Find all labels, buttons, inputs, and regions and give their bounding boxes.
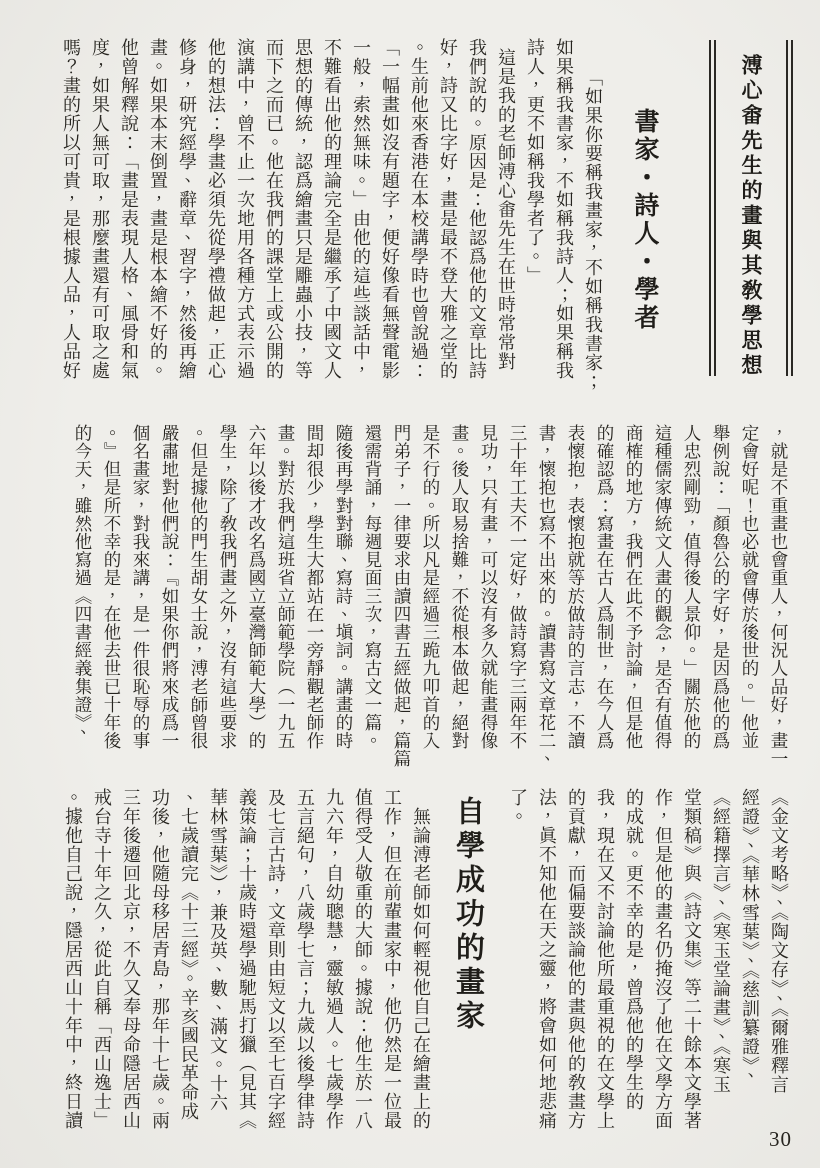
text-column: 。』但是所不幸的是，在他去世已十年後 (102, 424, 122, 750)
text-column: 他的想法：學畫必須先從學禮做起，正心 (206, 38, 226, 380)
text-column: 及七言古詩，文章則由短文以至七百字經 (266, 788, 286, 1130)
text-column: 表懷抱，表懷抱就等於做詩的言志，不讀 (566, 424, 586, 750)
text-column: 詩人，更不如稱我學者了。」 (525, 38, 545, 285)
text-column: 工作，但在前輩畫家中，他仍然是一位最 (382, 788, 402, 1130)
text-column: 間却很少，學生大都站在一旁靜觀老師作 (305, 424, 325, 750)
text-column: 演講中，曾不止一次地用各種方式表示過 (235, 38, 255, 380)
text-column: 我們說的。原因是：他認爲他的文章比詩 (467, 38, 487, 380)
text-column: 還需背誦，每週見面三次，寫古文一篇。 (363, 424, 383, 750)
text-column: 學生，除了敎我們畫之外，沒有這些要求 (218, 424, 238, 750)
text-column: 「如果你要稱我畫家，不如稱我書家； (583, 68, 603, 391)
text-column: 華林雪葉》），兼及英、數、滿文。十六 (208, 788, 228, 1112)
text-column: 作，但是他的畫名仍掩沒了他在文學方面 (653, 788, 673, 1130)
text-band-middle (58, 424, 793, 778)
double-rule-left (709, 40, 716, 376)
text-column: 五言絕句，八歲學七言；九歲以後學律詩 (295, 788, 315, 1130)
text-column: 法，眞不知他在天之靈，將會如何地悲痛 (537, 788, 557, 1130)
text-column: 功後，他隨母移居青島，那年十七歲。兩 (150, 788, 170, 1130)
text-column: 嗎？畫的所以可貴，是根據人品，人品好 (61, 38, 81, 380)
text-column: 他曾解釋說：「畫是表現人格、風骨和氣 (119, 38, 139, 380)
text-column: 好，詩又比字好，畫是最不登大雅之堂的 (438, 38, 458, 380)
text-column: 門弟子，一律要求由讀四書五經做起，篇篇 (392, 424, 412, 768)
text-column: 我，現在又不討論他所最重視的在文學上 (595, 788, 615, 1130)
text-column: 堂類稿》與《詩文集》等二十餘本文學著 (682, 788, 702, 1130)
text-column: 。生前他來香港在本校講學時也曾說過： (409, 38, 429, 380)
text-column: 畫。對於我們這班省立師範學院（一九五 (276, 424, 296, 750)
text-column: 思想的傳統，認爲繪畫只是雕蟲小技，等 (293, 38, 313, 380)
text-column: 舉例說：「顏魯公的字好，是因爲他的爲 (711, 424, 731, 750)
text-column: 畫。後人取易捨難，不從根本做起，絕對 (450, 424, 470, 750)
text-column: 經證》、《華林雪葉》、《慈訓纂證》、 (740, 788, 760, 1085)
section-heading-calligrapher-poet-scholar: 書家・詩人・學者 (631, 108, 658, 332)
text-column: 是不行的。所以凡是經過三跪九叩首的入 (421, 424, 441, 750)
text-column: 定會好呢！也必就會傳於後世的。」他並 (740, 424, 760, 750)
text-column: 見功，只有畫，可以沒有多久就能畫得像 (479, 424, 499, 750)
text-column: 個名畫家，對我來講，是一件很恥辱的事 (131, 424, 151, 750)
text-column: 義策論；十歲時還學過馳馬打獵（見其《 (237, 788, 257, 1130)
text-column: 嚴肅地對他們說：『如果你們將來成爲一 (160, 424, 180, 750)
text-column: 九六年，自幼聰慧，靈敏過人。七歲學作 (324, 788, 344, 1130)
text-column: 這是我的老師溥心畬先生在世時常常對 (496, 48, 516, 371)
text-column: 六年以後才改名爲國立臺灣師範大學）的 (247, 424, 267, 750)
text-band-bottom (58, 788, 793, 1140)
text-column: ，就是不重畫也會重人，何況人品好，畫一 (769, 424, 789, 768)
article-title-block (709, 38, 793, 378)
text-column: 修身，研究經學、辭章、習字，然後再繪 (177, 38, 197, 380)
text-column: 度，如果人無可取，那麼畫還有可取之處 (90, 38, 110, 380)
text-column: 。據他自己說，隱居西山十年中，終日讀 (63, 788, 83, 1130)
text-column: 的今天，雖然他寫過《四書經義集證》、 (73, 424, 93, 742)
text-column: 的貢獻，而偏要談論他的畫與他的敎畫方 (566, 788, 586, 1130)
text-column: 畫。如果本末倒置，畫是根本繪不好的。 (148, 38, 168, 380)
text-column: 不難看出他的理論完全是繼承了中國文人 (322, 38, 342, 380)
text-column: 值得受人敬重的大師。據說：他生於一八 (353, 788, 373, 1130)
page-number: 30 (769, 1127, 792, 1151)
text-band-top (58, 38, 793, 391)
text-column: 、七歲讀完《十三經》。辛亥國民革命成 (179, 788, 199, 1121)
text-column: 如果稱我書家，不如稱我詩人；如果稱我 (554, 38, 574, 380)
text-column: 《金文考略》、《陶文存》、《爾雅釋言 (769, 788, 789, 1094)
text-column: 無論溥老師如何輕視他自己在繪畫上的 (411, 807, 431, 1130)
text-column: 了。 (508, 788, 528, 826)
text-column: 隨後再學對對聯、寫詩、塡詞。講畫的時 (334, 424, 354, 750)
text-column: 三年後遷回北京，不久又奉母命隱居西山 (121, 788, 141, 1130)
text-column: 一般，索然無味。」由他的這些談話中， (351, 38, 371, 380)
text-column: 。但是據他的門生胡女士說，溥老師曾很 (189, 424, 209, 750)
text-column: 《經籍擇言》、《寒玉堂論畫》、《寒玉 (711, 788, 731, 1094)
text-column: 的成就。更不幸的是，曾爲他的學生的 (624, 788, 644, 1111)
text-column: 書，懷抱也寫不出來的。讀書寫文章花二、 (537, 424, 557, 768)
section-heading-self-taught-painter: 自學成功的畫家 (452, 796, 484, 1034)
text-column: 商榷的地方，我們在此不予討論，但是他 (624, 424, 644, 750)
text-column: 戒台寺十年之久，從此自稱「西山逸士」 (92, 788, 112, 1130)
text-column: 而下之而已。他在我們的課堂上或公開的 (264, 38, 284, 380)
article-title: 溥心畬先生的畫與其敎學思想 (739, 54, 763, 379)
text-column: 的確認爲：寫畫在古人爲制世，在今人爲 (595, 424, 615, 750)
text-column: 人忠烈剛勁，值得後人景仰。」關於他的 (682, 424, 702, 750)
text-column: 三十年工夫不一定好，做詩寫字三兩年不 (508, 424, 528, 750)
text-column: 「一幅畫如沒有題字，便好像看無聲電影 (380, 38, 400, 380)
text-column: 這種儒家傳統文人畫的觀念，是否有值得 (653, 424, 673, 750)
double-rule-right (786, 40, 793, 376)
